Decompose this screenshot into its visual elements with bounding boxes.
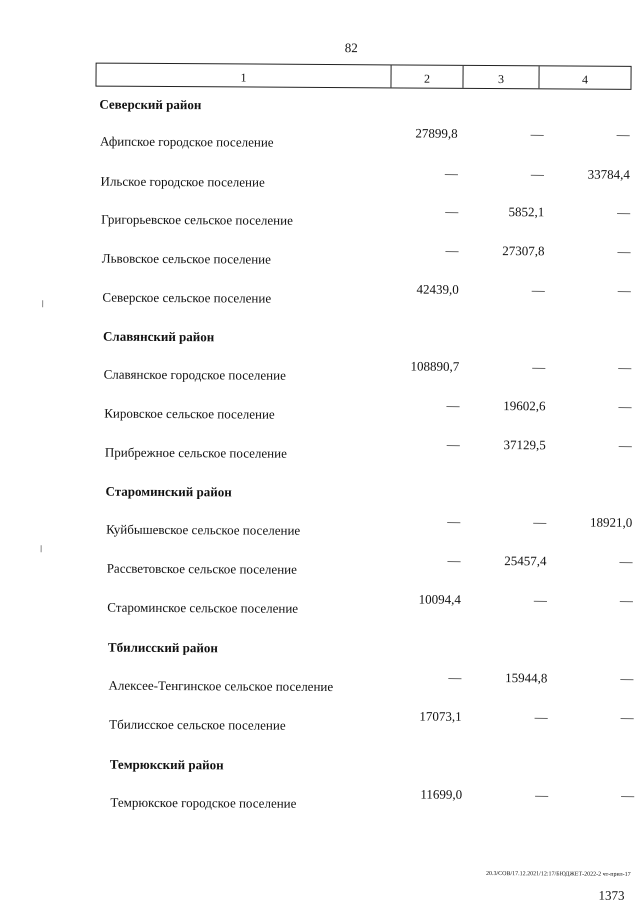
settlement-name: Алексее-Тенгинское сельское поселение (108, 677, 334, 695)
settlement-name: Афипское городское поселение (99, 133, 274, 150)
table-row (0, 669, 636, 703)
cell-col-4: — (616, 126, 630, 142)
table-row (0, 397, 638, 431)
cell-col-4: — (621, 787, 635, 803)
cell-col-3: — (530, 126, 544, 142)
table-row (0, 242, 638, 276)
cell-col-2: — (445, 203, 459, 219)
cell-col-3: 15944,8 (505, 670, 548, 686)
cell-col-4: — (617, 204, 631, 220)
cell-col-2: — (448, 669, 462, 685)
district-name: Северский район (99, 96, 202, 113)
cell-col-4: 33784,4 (587, 166, 630, 182)
cell-col-3: — (533, 514, 547, 530)
district-header-row (0, 756, 635, 782)
cell-col-2: — (446, 436, 460, 452)
cell-col-2: 17073,1 (419, 708, 462, 724)
district-header-row (0, 639, 636, 665)
cell-col-3: — (534, 709, 548, 725)
settlement-name: Славянское городское поселение (103, 366, 286, 383)
cell-col-3: 19602,6 (503, 398, 546, 414)
cell-col-3: 37129,5 (503, 437, 546, 453)
cell-col-3: — (533, 592, 547, 608)
table-row (0, 436, 637, 470)
cell-col-4: — (620, 709, 634, 725)
table-row (0, 281, 638, 315)
table-row (0, 125, 639, 159)
cell-col-4: — (618, 437, 632, 453)
table-row (0, 358, 638, 392)
cell-col-4: — (617, 243, 631, 259)
cell-col-4: — (618, 398, 632, 414)
table-row (0, 203, 639, 237)
settlement-name: Тбилисское сельское поселение (109, 716, 286, 733)
table-row (0, 513, 637, 547)
settlement-name: Староминское сельское поселение (107, 599, 299, 616)
cell-col-3: — (535, 787, 549, 803)
cell-col-3: — (531, 282, 545, 298)
cell-col-2: — (445, 242, 459, 258)
table-header (95, 63, 631, 90)
cell-col-2: 42439,0 (416, 281, 459, 297)
page-number: 82 (344, 40, 358, 56)
table-row (0, 708, 636, 742)
cell-col-4: — (620, 670, 634, 686)
cell-col-3: — (530, 166, 544, 182)
district-header-row (0, 483, 637, 509)
settlement-name: Ильское городское поселение (100, 173, 265, 190)
cell-col-4: — (619, 592, 633, 608)
cell-col-4: — (617, 282, 631, 298)
district-name: Тбилисский район (107, 639, 218, 656)
table-row (0, 165, 639, 199)
settlement-name: Кировское сельское поселение (104, 405, 275, 422)
settlement-name: Северское сельское поселение (102, 289, 272, 306)
cell-col-2: 11699,0 (420, 786, 463, 802)
cell-col-2: — (444, 165, 458, 181)
cell-col-3: 25457,4 (504, 553, 547, 569)
cell-col-2: 108890,7 (410, 358, 460, 374)
cell-col-4: — (619, 553, 633, 569)
margin-mark (41, 545, 42, 552)
header-col-2: 2 (390, 65, 462, 87)
district-header-row (0, 328, 638, 354)
settlement-name: Темрюкское городское поселение (110, 794, 297, 811)
cell-col-2: 10094,4 (418, 591, 461, 607)
cell-col-3: 5852,1 (508, 204, 545, 220)
settlement-name: Львовское сельское поселение (101, 250, 271, 267)
cell-col-2: — (447, 513, 461, 529)
header-col-1: 1 (240, 70, 247, 85)
cell-col-2: — (447, 552, 461, 568)
table-row (0, 552, 637, 586)
district-name: Староминский район (105, 483, 232, 500)
settlement-name: Рассветовское сельское поселение (106, 560, 297, 577)
cell-col-2: 27899,8 (415, 125, 458, 141)
sheet-number: 1373 (598, 887, 625, 903)
district-name: Темрюкский район (109, 756, 224, 773)
cell-col-2: — (446, 397, 460, 413)
footer-document-code: 20.3/СОВ/17.12.2021/12:17/БЮДЖЕТ-2022-2 чт-прил-17 (485, 870, 631, 878)
settlement-name: Григорьевское сельское поселение (101, 211, 293, 228)
settlement-name: Прибрежное сельское поселение (104, 444, 287, 461)
district-header-row (0, 96, 639, 122)
header-col-4: 4 (538, 66, 630, 89)
table-row (0, 591, 636, 625)
settlement-name: Куйбышевское сельское поселение (106, 521, 301, 538)
header-col-3: 3 (462, 66, 538, 88)
cell-col-4: 18921,0 (590, 514, 633, 530)
table-row (0, 786, 635, 820)
district-name: Славянский район (102, 328, 215, 345)
cell-col-4: — (618, 359, 632, 375)
cell-col-3: — (532, 359, 546, 375)
cell-col-3: 27307,8 (502, 243, 545, 259)
